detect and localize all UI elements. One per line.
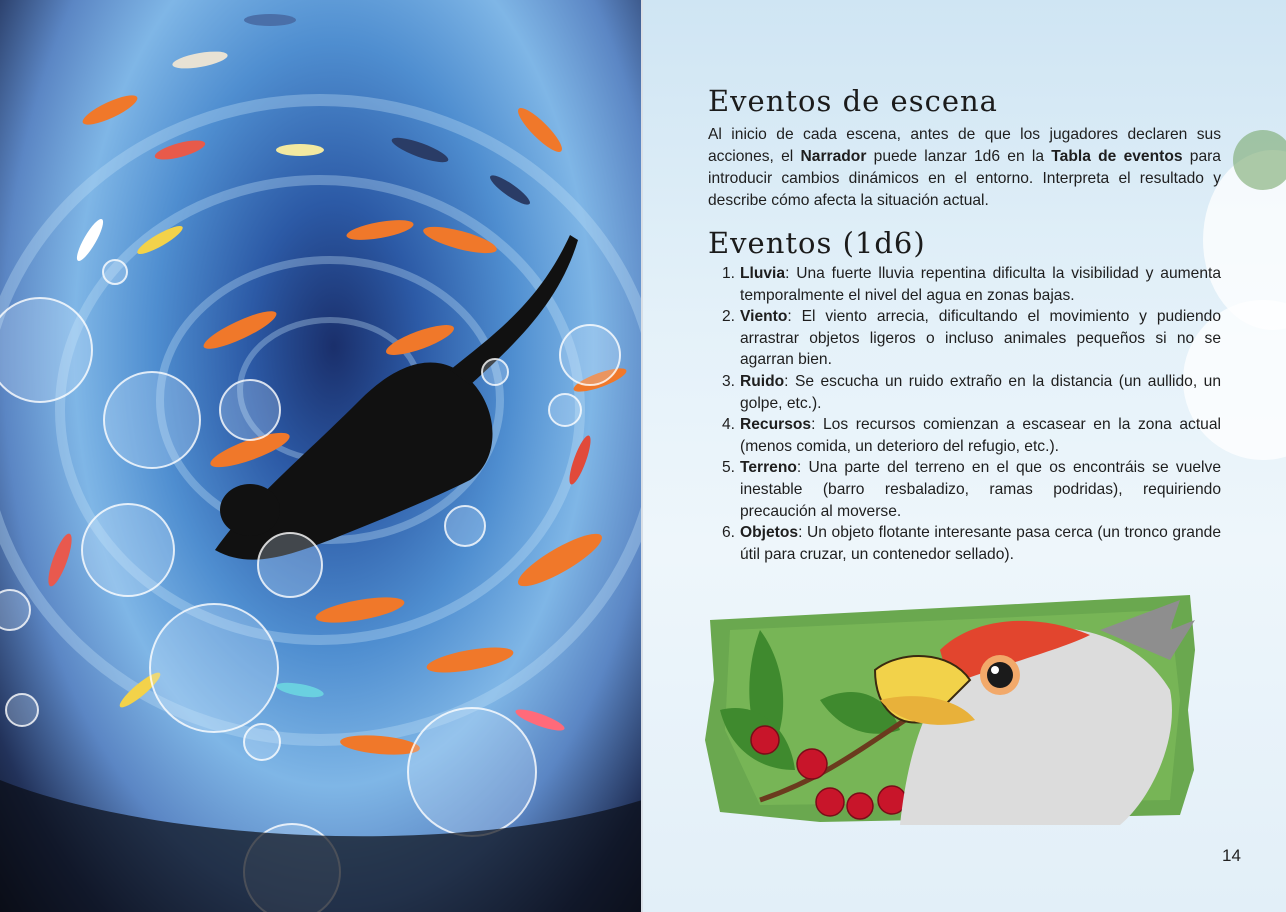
narrador-term: Narrador: [800, 148, 867, 165]
item-number: 1.: [722, 265, 736, 282]
colorful-fish: [44, 14, 595, 735]
event-table-term: Tabla de eventos: [1051, 148, 1183, 165]
item-description: : Una fuerte lluvia repentina dificulta la visibilidad y aumenta temporalmente el nivel del agua en zonas bajas.: [740, 265, 1221, 304]
list-item: [722, 263, 1221, 306]
bird-illustration: [700, 590, 1200, 825]
item-term: Lluvia: [740, 265, 786, 282]
scene-events-heading: Eventos de escena: [708, 84, 998, 118]
item-number: 4.: [722, 416, 736, 434]
item-number: 2.: [722, 308, 736, 326]
intro-text: Al inicio de cada escena, antes de que los jugadores declaren sus acciones, el: [708, 126, 1221, 165]
intro-text: para introducir cambios dinámicos en el entorno. Interpreta el resultado y describe cómo afecta la situación actual.: [708, 148, 1221, 209]
list-item: [722, 414, 1221, 457]
item-description: : Los recursos comienzan a escasear en la zona actual (menos comida, un deterioro del refugio, etc.).: [740, 416, 1221, 455]
events-list: [722, 263, 1221, 565]
list-item: [722, 371, 1221, 414]
page-number: 14: [1222, 846, 1241, 865]
item-description: : El viento arrecia, dificultando el movimiento y pudiendo arrastrar objetos ligeros o incluso animales pequeños si no se agarran bien.: [740, 308, 1221, 369]
item-number: 5.: [722, 459, 736, 477]
item-description: : Un objeto flotante interesante pasa cerca (un tronco grande útil para cruzar, un contenedor sellado).: [740, 524, 1221, 563]
item-term: Recursos: [740, 416, 812, 434]
item-description: : Se escucha un ruido extraño en la distancia (un aullido, un golpe, etc.).: [740, 372, 1221, 412]
list-item: [722, 306, 1221, 371]
events-heading: Eventos (1d6): [708, 226, 926, 260]
item-term: Viento: [740, 308, 788, 326]
item-term: Ruido: [740, 372, 785, 390]
intro-text: puede lanzar 1d6 en la: [866, 148, 1052, 165]
item-term: Objetos: [740, 524, 799, 542]
list-item: [722, 457, 1221, 522]
underwater-illustration: [0, 0, 642, 912]
item-term: Terreno: [740, 459, 797, 477]
tree-foliage: [1233, 130, 1286, 190]
list-item: [722, 522, 1221, 565]
underwater-scene: [0, 0, 642, 912]
item-number: 6.: [722, 524, 736, 542]
item-number: 3.: [722, 372, 736, 390]
item-description: : Una parte del terreno en el que os encontráis se vuelve inestable (barro resbaladizo, ramas podridas), requiriendo precaución al moverse.: [740, 459, 1221, 520]
intro-paragraph: [708, 124, 1221, 212]
